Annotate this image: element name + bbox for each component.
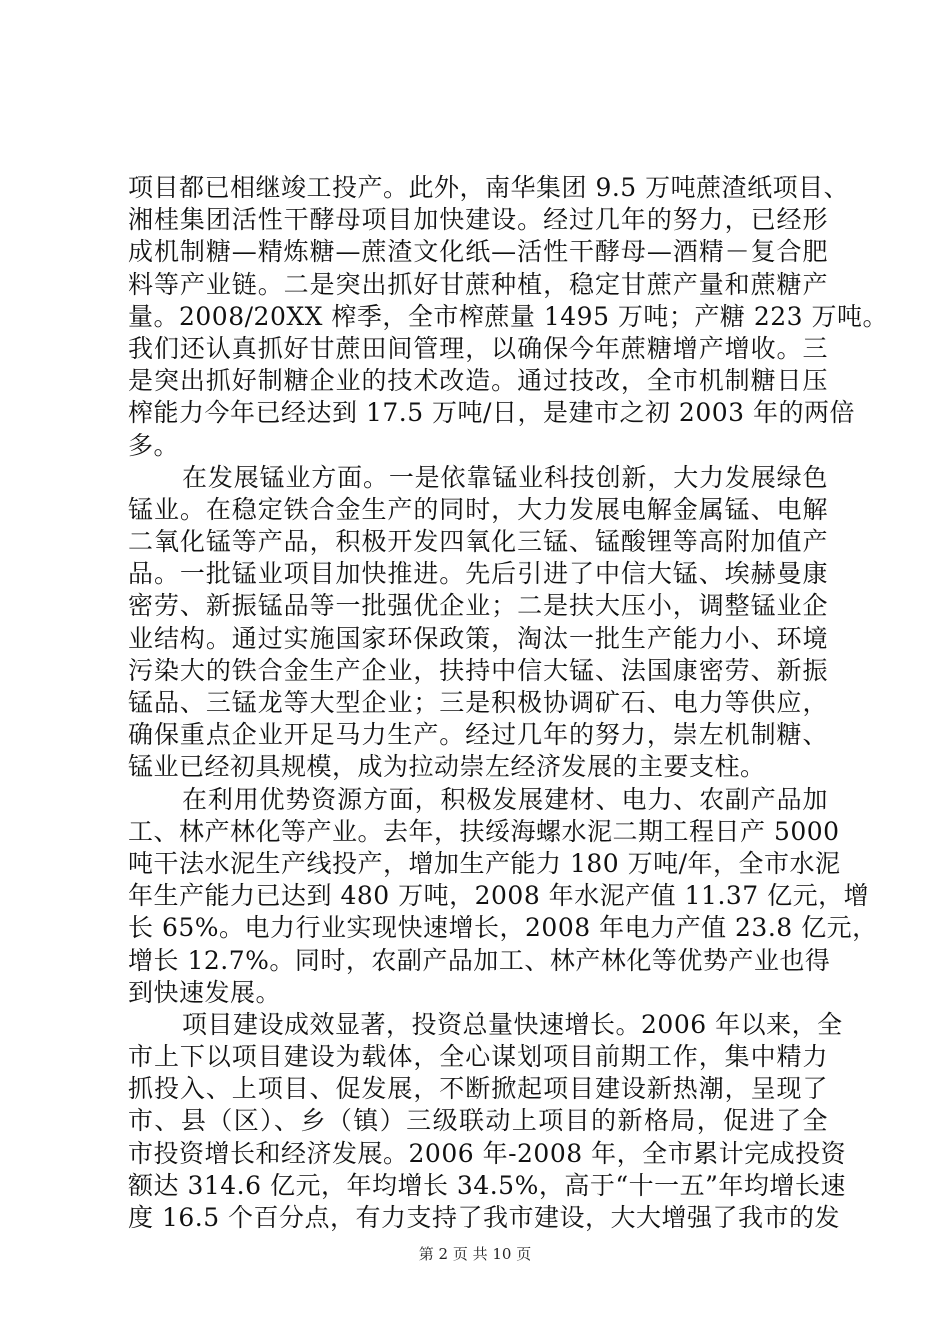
text-line: 料等产业链。二是突出抓好甘蔗种植，稳定甘蔗产量和蔗糖产 xyxy=(128,269,828,299)
text-line: 长 65%。电力行业实现快速增长，2008 年电力产值 23.8 亿元， xyxy=(128,913,878,943)
text-line: 锰业。在稳定铁合金生产的同时，大力发展电解金属锰、电解 xyxy=(128,494,828,524)
text-line: 市上下以项目建设为载体，全心谋划项目前期工作，集中精力 xyxy=(128,1042,828,1072)
text-line: 工、林产林化等产业。去年，扶绥海螺水泥二期工程日产 5000 xyxy=(128,816,840,846)
text-line: 市、县（区）、乡（镇）三级联动上项目的新格局，促进了全 xyxy=(128,1106,828,1136)
paragraph-first-line: 在利用优势资源方面，积极发展建材、电力、农副产品加 xyxy=(182,784,828,814)
text-line: 到快速发展。 xyxy=(128,977,282,1007)
text-line: 是突出抓好制糖企业的技术改造。通过技改，全市机制糖日压 xyxy=(128,366,828,396)
text-line: 品。一批锰业项目加快推进。先后引进了中信大锰、埃赫曼康 xyxy=(128,559,828,589)
text-line: 多。 xyxy=(128,430,180,460)
text-line: 年生产能力已达到 480 万吨，2008 年水泥产值 11.37 亿元，增 xyxy=(128,881,870,911)
text-line: 项目都已相继竣工投产。此外，南华集团 9.5 万吨蔗渣纸项目、 xyxy=(128,173,850,202)
text-line: 额达 314.6 亿元，年均增长 34.5%，高于“十一五”年均增长速 xyxy=(128,1170,846,1200)
text-line: 业结构。通过实施国家环保政策，淘汰一批生产能力小、环境 xyxy=(128,623,828,653)
page-number-footer: 第 2 页 共 10 页 xyxy=(418,1245,532,1263)
text-line: 湘桂集团活性干酵母项目加快建设。经过几年的努力，已经形 xyxy=(128,205,828,235)
paragraph-first-line: 项目建设成效显著，投资总量快速增长。2006 年以来，全 xyxy=(182,1009,843,1039)
text-line: 锰业已经初具规模，成为拉动崇左经济发展的主要支柱。 xyxy=(128,752,766,782)
text-line: 成机制糖—精炼糖—蔗渣文化纸—活性干酵母—酒精－复合肥 xyxy=(128,237,828,267)
text-line: 我们还认真抓好甘蔗田间管理，以确保今年蔗糖增产增收。三 xyxy=(128,333,828,363)
body-text xyxy=(128,172,889,1234)
text-line: 吨干法水泥生产线投产，增加生产能力 180 万吨/年，全市水泥 xyxy=(128,848,841,878)
text-line: 度 16.5 个百分点，有力支持了我市建设，大大增强了我市的发 xyxy=(128,1203,841,1232)
text-line: 市投资增长和经济发展。2006 年-2008 年，全市累计完成投资 xyxy=(128,1138,847,1168)
text-line: 密劳、新振锰品等一批强优企业；二是扶大压小，调整锰业企 xyxy=(128,591,828,621)
text-line: 二氧化锰等产品，积极开发四氧化三锰、锰酸锂等高附加值产 xyxy=(128,527,828,557)
text-line: 确保重点企业开足马力生产。经过几年的努力，崇左机制糖、 xyxy=(128,720,828,750)
text-line: 污染大的铁合金生产企业，扶持中信大锰、法国康密劳、新振 xyxy=(128,655,828,685)
text-line: 抓投入、上项目、促发展，不断掀起项目建设新热潮，呈现了 xyxy=(128,1074,828,1104)
paragraph-first-line: 在发展锰业方面。一是依靠锰业科技创新，大力发展绿色 xyxy=(182,462,828,492)
text-line: 增长 12.7%。同时，农副产品加工、林产林化等优势产业也得 xyxy=(128,945,831,975)
text-line: 榨能力今年已经达到 17.5 万吨/日，是建市之初 2003 年的两倍 xyxy=(128,398,855,428)
text-line: 锰品、三锰龙等大型企业；三是积极协调矿石、电力等供应， xyxy=(128,688,828,717)
text-line: 量。2008/20XX 榨季，全市榨蔗量 1495 万吨；产糖 223 万吨。 xyxy=(128,301,889,331)
